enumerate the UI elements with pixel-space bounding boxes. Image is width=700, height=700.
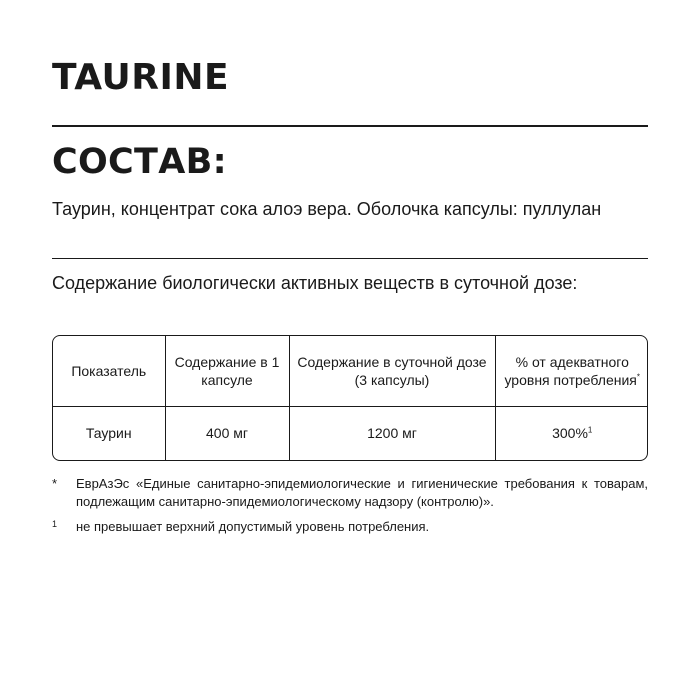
intake-table-frame — [52, 335, 648, 461]
footnote-item — [52, 518, 648, 536]
cell-footnote-mark: 1 — [587, 425, 593, 435]
footnote-text: не превышает верхний допустимый уровень потребления. — [76, 519, 430, 534]
intake-heading: Содержание биологически активных веществ в суточной дозе: — [52, 273, 578, 293]
header-footnote-mark: * — [636, 372, 641, 382]
label-page — [52, 0, 648, 700]
cell-percent: 300%$^1$ — [552, 425, 593, 442]
composition-text: Таурин, концентрат сока алоэ вера. Оболочка капсулы: пуллулан — [52, 199, 602, 219]
header-per-capsule: Содержание в 1 капсуле — [165, 336, 289, 406]
header-indicator: Показатель — [53, 336, 165, 406]
divider-middle — [52, 258, 648, 259]
divider-top — [52, 125, 648, 127]
table-row — [53, 406, 648, 460]
product-title: TAURINE — [52, 57, 230, 98]
header-percent-adequate: % от адекватного уровня потребления* — [495, 336, 648, 406]
cell-per-capsule: 400 мг — [165, 406, 289, 460]
footnote-item — [52, 475, 648, 511]
footnote-text: ЕврАзЭс «Единые санитарно-эпидемиологические и гигиенические требования к товарам, подлежащим санитарно-эпидемиологическому надзору (контролю)». — [76, 476, 648, 509]
footnote-mark: * — [52, 476, 58, 491]
cell-per-daily-dose: 1200 мг — [289, 406, 495, 460]
footnotes — [52, 475, 648, 536]
footnote-mark: 1 — [52, 519, 58, 529]
cell-indicator: Таурин — [53, 406, 165, 460]
composition-title: СОСТАВ: — [52, 142, 227, 182]
intake-table — [53, 336, 648, 460]
table-header-row — [53, 336, 648, 406]
header-per-daily-dose: Содержание в суточной дозе (3 капсулы) — [289, 336, 495, 406]
